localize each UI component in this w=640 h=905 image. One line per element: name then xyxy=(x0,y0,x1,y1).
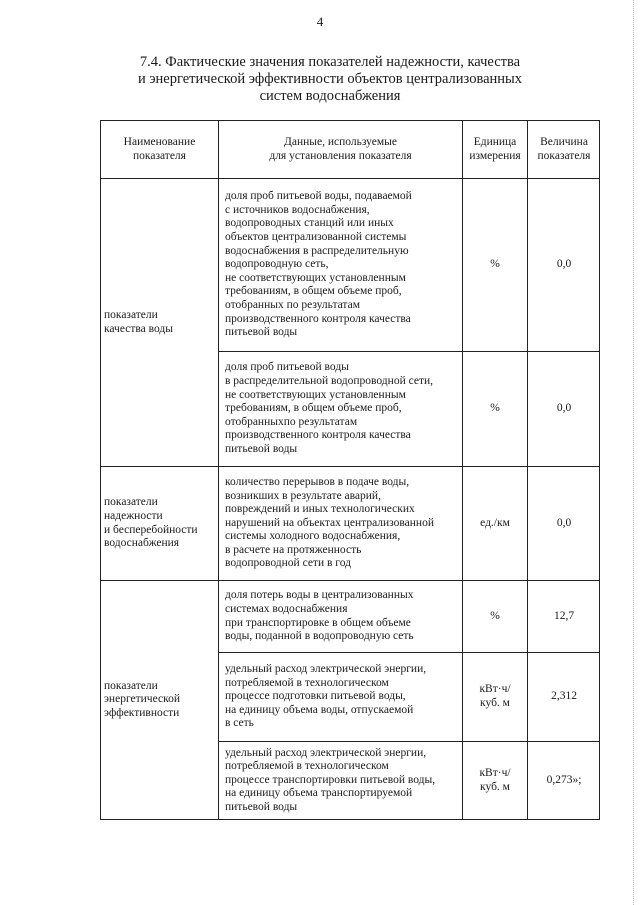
row-unit: % xyxy=(490,402,500,415)
header-value: Величина показателя xyxy=(537,135,591,162)
row-description: количество перерывов в подаче воды, возникших в результате аварий, повреждений и иных технологических нарушений на объектах централизованной системы холодного водоснабжения, в расчете на протяженность водопроводной сети в год xyxy=(225,475,434,570)
row-unit: кВт·ч/ куб. м xyxy=(479,683,511,709)
row-value: 0,0 xyxy=(556,516,572,529)
title-line-2: и энергетической эффективности объектов централизованных xyxy=(137,71,523,87)
title-line-1: 7.4. Фактические значения показателей надежности, качества xyxy=(139,54,521,70)
scan-margin-line xyxy=(633,0,634,905)
header-data: Данные, используемые для установления показателя xyxy=(269,135,412,162)
group-name-reliability: показатели надежности и бесперебойности водоснабжения xyxy=(104,496,198,550)
row-description: доля потерь воды в централизованных системах водоснабжения при транспортировке в общем объеме воды, поданной в водопроводную сеть xyxy=(225,589,414,643)
group-name-energy: показатели энергетической эффективности xyxy=(104,679,180,719)
row-unit: % xyxy=(490,258,500,271)
row-value: 2,312 xyxy=(551,690,577,703)
group-name-quality: показатели качества воды xyxy=(104,308,173,335)
row-value: 0,0 xyxy=(556,258,572,271)
title-line-3: систем водоснабжения xyxy=(259,88,401,104)
row-unit: % xyxy=(490,609,500,622)
row-description: удельный расход электрической энергии, потребляемой в технологическом процессе транспортировки питьевой воды, на единицу объема транспортируемой питьевой воды xyxy=(225,746,436,813)
header-name: Наименование показателя xyxy=(123,135,196,162)
row-unit: кВт·ч/ куб. м xyxy=(479,766,511,793)
row-value: 0,0 xyxy=(556,402,572,415)
row-unit: ед./км xyxy=(480,516,510,529)
row-description: доля проб питьевой воды, подаваемой с источников водоснабжения, водопроводных станций или иных объектов централизованной системы водоснабжения в распределительную водопроводную сеть, не соответствующих установленным требованиям, в общем объеме проб, отобранных по результатам производственного контроля качества питьевой воды xyxy=(225,190,412,339)
row-value: 12,7 xyxy=(553,609,575,622)
header-unit: Единица измерения xyxy=(469,135,521,162)
indicators-table xyxy=(100,120,600,820)
row-description: доля проб питьевой воды в распределительной водопроводной сети, не соответствующих установленным требованиям, в общем объеме проб, отобранныхпо результатам производственного контроля качества питьевой воды xyxy=(225,361,433,455)
section-title xyxy=(100,54,560,105)
row-value: 0,273»; xyxy=(546,773,582,786)
row-description: удельный расход электрической энергии, потребляемой в технологическом процессе подготовки питьевой воды, на единицу объема воды, отпускаемой в сеть xyxy=(225,663,427,730)
page-number: 4 xyxy=(316,14,324,29)
